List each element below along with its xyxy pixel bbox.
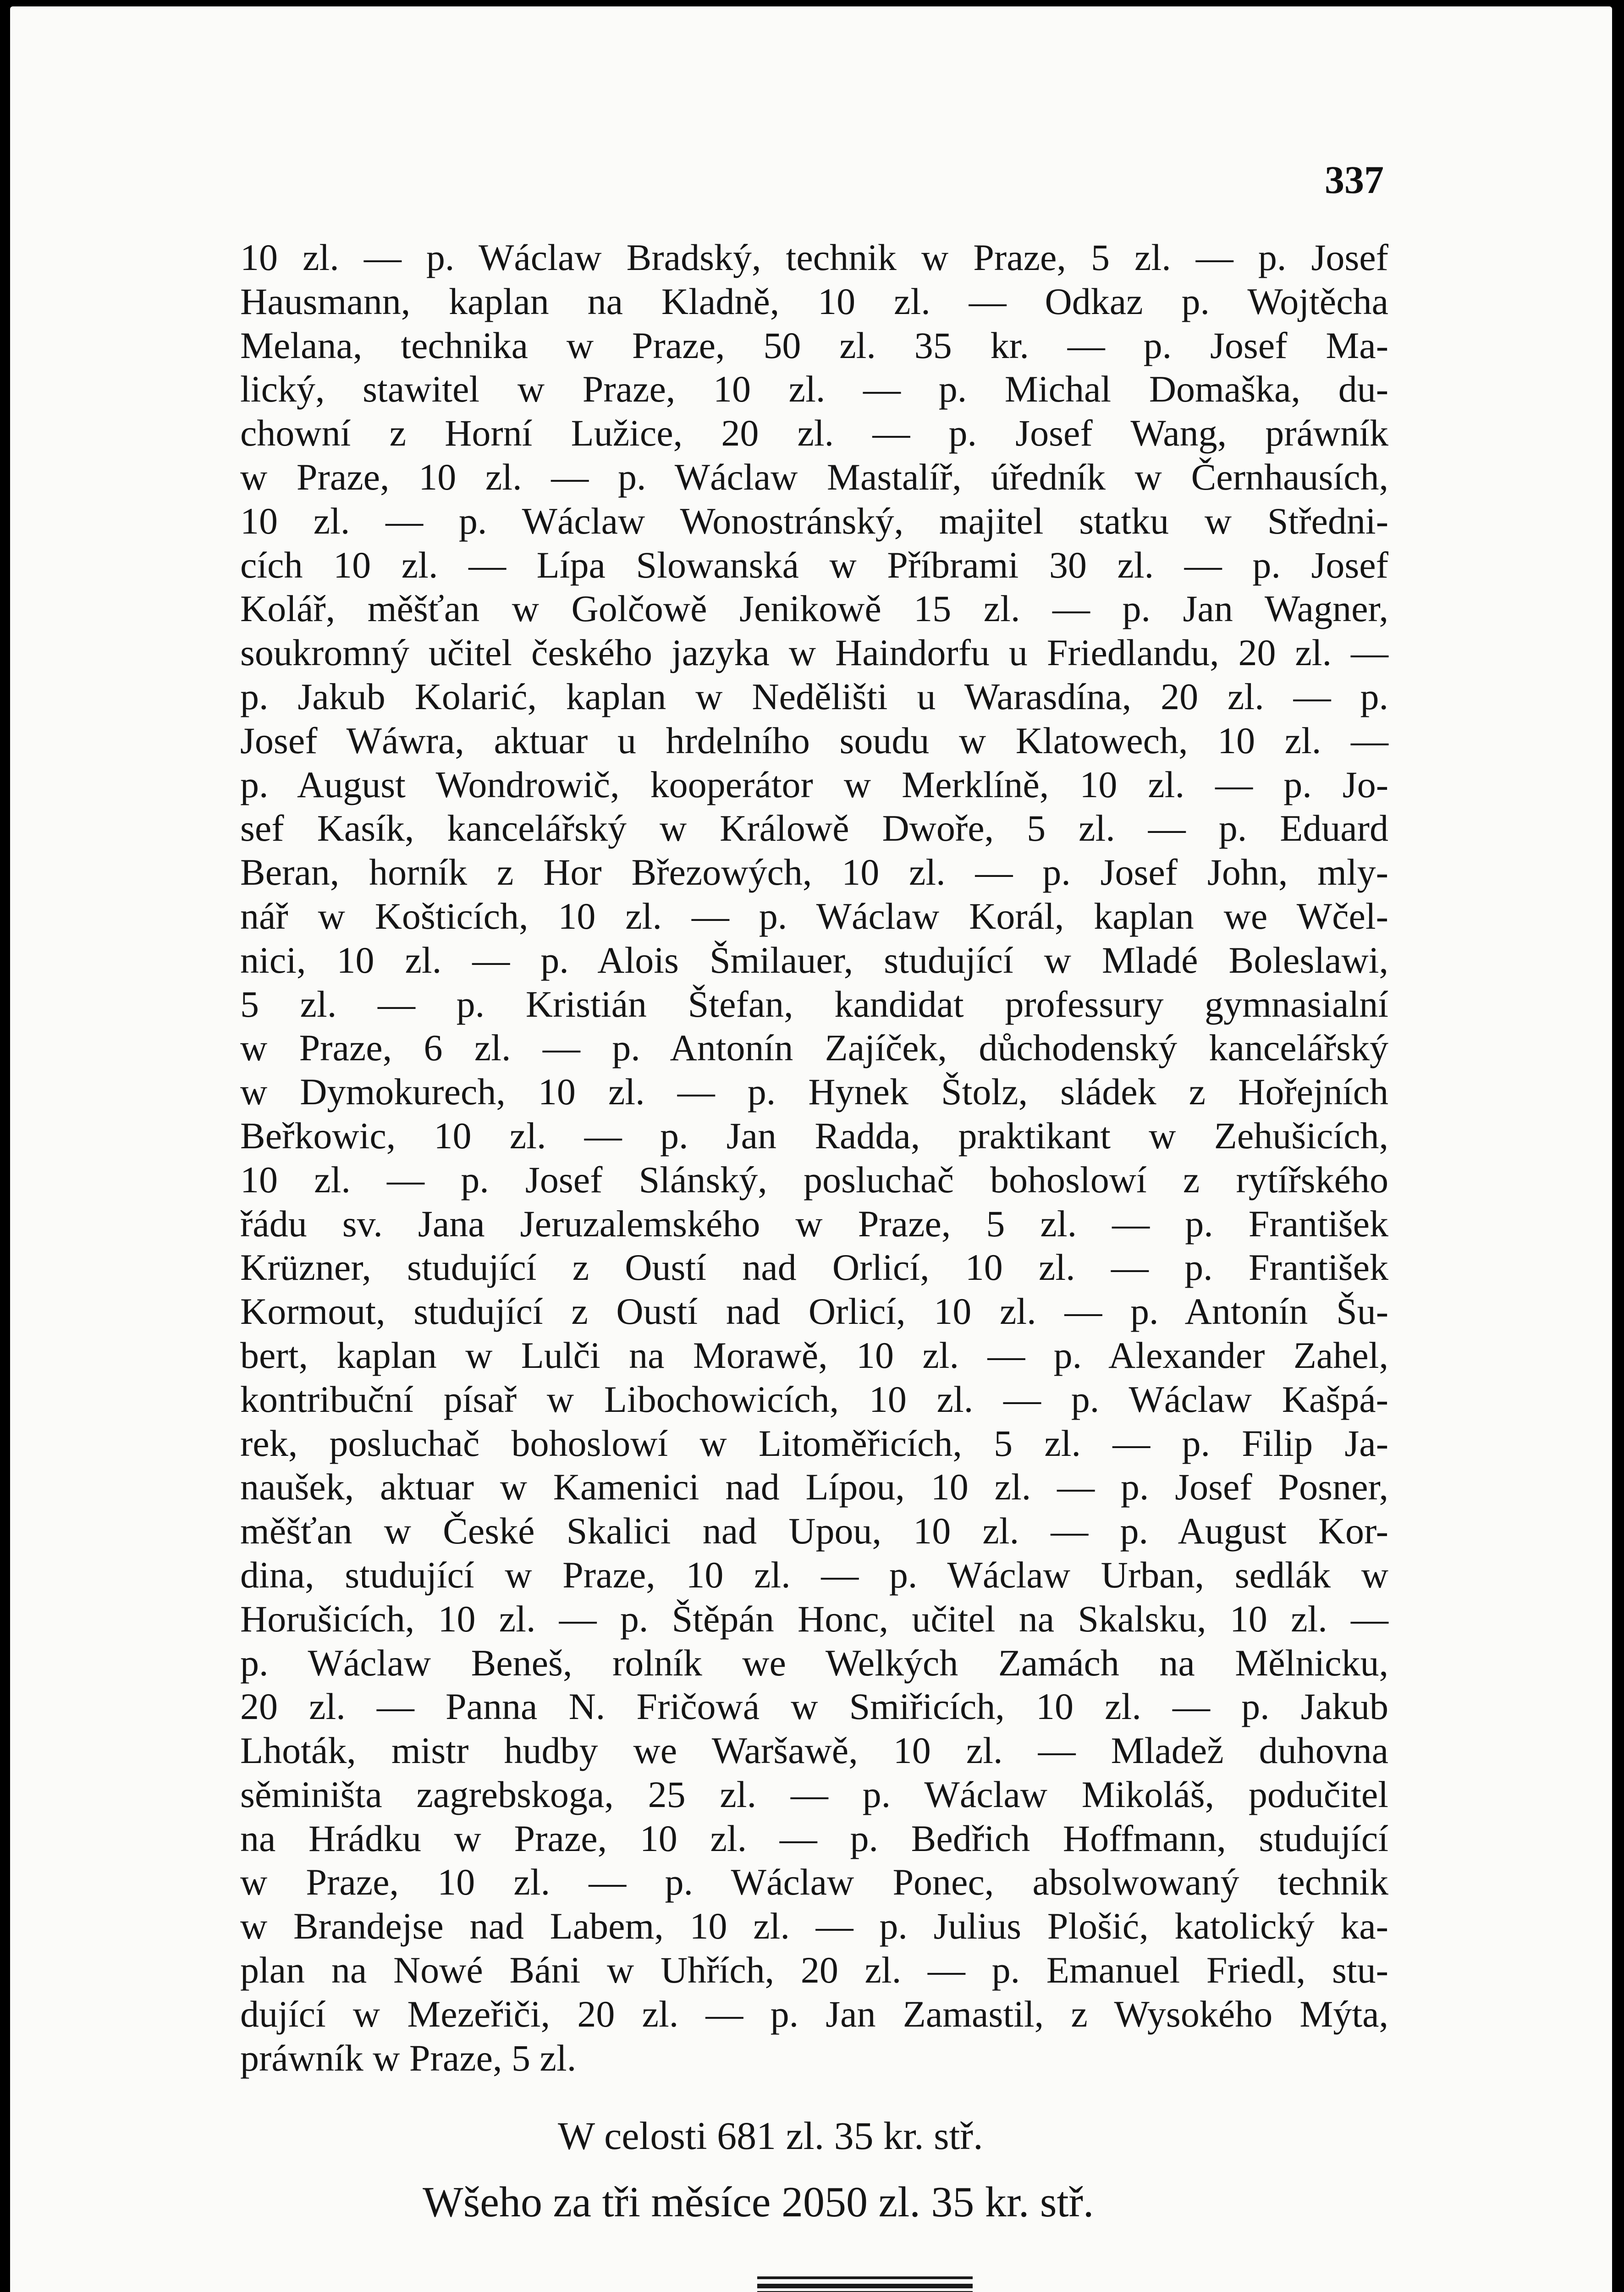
text-line: w Dymokurech, 10 zl. — p. Hynek Štolz, sládek z Hořejních	[240, 1071, 1388, 1113]
text-line: p. August Wondrowič, kooperátor w Merklíně, 10 zl. — p. Jo-	[240, 763, 1388, 805]
text-line: rek, posluchač bohoslowí w Litoměřicích, 5 zl. — p. Filip Ja-	[240, 1422, 1388, 1464]
text-line: 20 zl. — Panna N. Fričowá w Smiřicích, 10 zl. — p. Jakub	[240, 1686, 1388, 1728]
text-line: p. Jakub Kolarić, kaplan w Nedělišti u Warasdína, 20 zl. — p.	[240, 675, 1388, 717]
text-line: w Praze, 10 zl. — p. Wáclaw Ponec, absolwowaný technik	[240, 1861, 1388, 1903]
text-line: chowní z Horní Lužice, 20 zl. — p. Josef Wang, práwník	[240, 412, 1388, 454]
text-line: práwník w Praze, 5 zl.	[240, 2037, 577, 2079]
text-line: 10 zl. — p. Wáclaw Bradský, technik w Praze, 5 zl. — p. Josef	[240, 237, 1388, 278]
text-line: lický, stawitel w Praze, 10 zl. — p. Michal Domaška, du-	[240, 368, 1388, 410]
grand-total-line: Wšeho za tři měsíce 2050 zl. 35 kr. stř.	[423, 2178, 1094, 2226]
subtotal-line: W celosti 681 zl. 35 kr. stř.	[558, 2114, 983, 2158]
text-line: Horušicích, 10 zl. — p. Štěpán Honc, učitel na Skalsku, 10 zl. —	[240, 1598, 1388, 1640]
text-line: 10 zl. — p. Josef Slánský, posluchač bohoslowí z rytířského	[240, 1158, 1388, 1201]
text-line: Josef Wáwra, aktuar u hrdelního soudu w Klatowech, 10 zl. —	[240, 719, 1388, 761]
text-line: kontribuční písař w Libochowicích, 10 zl. — p. Wáclaw Kašpá-	[240, 1378, 1388, 1420]
closing-rule	[10, 2276, 1612, 2292]
text-line: 10 zl. — p. Wáclaw Wonostránský, majitel statku w Středni-	[240, 500, 1388, 542]
text-line: bert, kaplan w Lulči na Morawě, 10 zl. — p. Alexander Zahel,	[240, 1334, 1388, 1376]
text-line: Kolář, měšťan w Golčowě Jenikowě 15 zl. — p. Jan Wagner,	[240, 588, 1388, 630]
text-line: Beřkowic, 10 zl. — p. Jan Radda, praktikant w Zehušicích,	[240, 1114, 1388, 1157]
text-line: nář w Košticích, 10 zl. — p. Wáclaw Korál, kaplan we Wčel-	[240, 895, 1388, 937]
text-line: soukromný učitel českého jazyka w Haindorfu u Friedlandu, 20 zl. —	[240, 632, 1388, 674]
text-line: Melana, technika w Praze, 50 zl. 35 kr. — p. Josef Ma-	[240, 324, 1388, 366]
text-line: w Brandejse nad Labem, 10 zl. — p. Julius Plošić, katolický ka-	[240, 1905, 1388, 1947]
text-line: cích 10 zl. — Lípa Slowanská w Příbrami 30 zl. — p. Josef	[240, 544, 1388, 586]
text-line: Kormout, studující z Oustí nad Orlicí, 10 zl. — p. Antonín Šu-	[240, 1290, 1388, 1333]
text-line: Beran, horník z Hor Březowých, 10 zl. — p. Josef John, mly-	[240, 851, 1388, 893]
text-line: sěminišta zagrebskoga, 25 zl. — p. Wáclaw Mikoláš, podučitel	[240, 1773, 1388, 1815]
closing-rule-line	[757, 2276, 973, 2279]
closing-rule-line	[757, 2284, 973, 2288]
text-line: plan na Nowé Báni w Uhřích, 20 zl. — p. Emanuel Friedl, stu-	[240, 1949, 1388, 1991]
text-line: Krüzner, studující z Oustí nad Orlicí, 10 zl. — p. František	[240, 1246, 1388, 1289]
text-line: nici, 10 zl. — p. Alois Šmilauer, studující w Mladé Boleslawi,	[240, 939, 1388, 981]
text-line: w Praze, 6 zl. — p. Antonín Zajíček, důchodenský kancelářský	[240, 1027, 1388, 1069]
page-number: 337	[1325, 158, 1384, 202]
text-line: řádu sv. Jana Jeruzalemského w Praze, 5 zl. — p. František	[240, 1202, 1388, 1245]
text-line: dující w Mezeřiči, 20 zl. — p. Jan Zamastil, z Wysokého Mýta,	[240, 1993, 1388, 2035]
text-line: měšťan w České Skalici nad Upou, 10 zl. — p. August Kor-	[240, 1510, 1388, 1552]
text-line: dina, studující w Praze, 10 zl. — p. Wáclaw Urban, sedlák w	[240, 1554, 1388, 1596]
text-line: naušek, aktuar w Kamenici nad Lípou, 10 zl. — p. Josef Posner,	[240, 1466, 1388, 1508]
text-line: Hausmann, kaplan na Kladně, 10 zl. — Odkaz p. Wojtěcha	[240, 280, 1388, 322]
text-line: Lhoták, mistr hudby we Waršawě, 10 zl. — Mladež duhovna	[240, 1730, 1388, 1772]
text-line: na Hrádku w Praze, 10 zl. — p. Bedřich Hoffmann, studující	[240, 1817, 1388, 1859]
text-line: sef Kasík, kancelářský w Králowě Dwoře, 5 zl. — p. Eduard	[240, 807, 1388, 849]
scanned-page	[10, 6, 1612, 2292]
text-line: 5 zl. — p. Kristián Štefan, kandidat professury gymnasialní	[240, 983, 1388, 1025]
donor-list	[240, 236, 1388, 2080]
text-line: p. Wáclaw Beneš, rolník we Welkých Zamách na Mělnicku,	[240, 1642, 1388, 1684]
text-line: w Praze, 10 zl. — p. Wáclaw Mastalíř, úředník w Černhausích,	[240, 456, 1388, 498]
